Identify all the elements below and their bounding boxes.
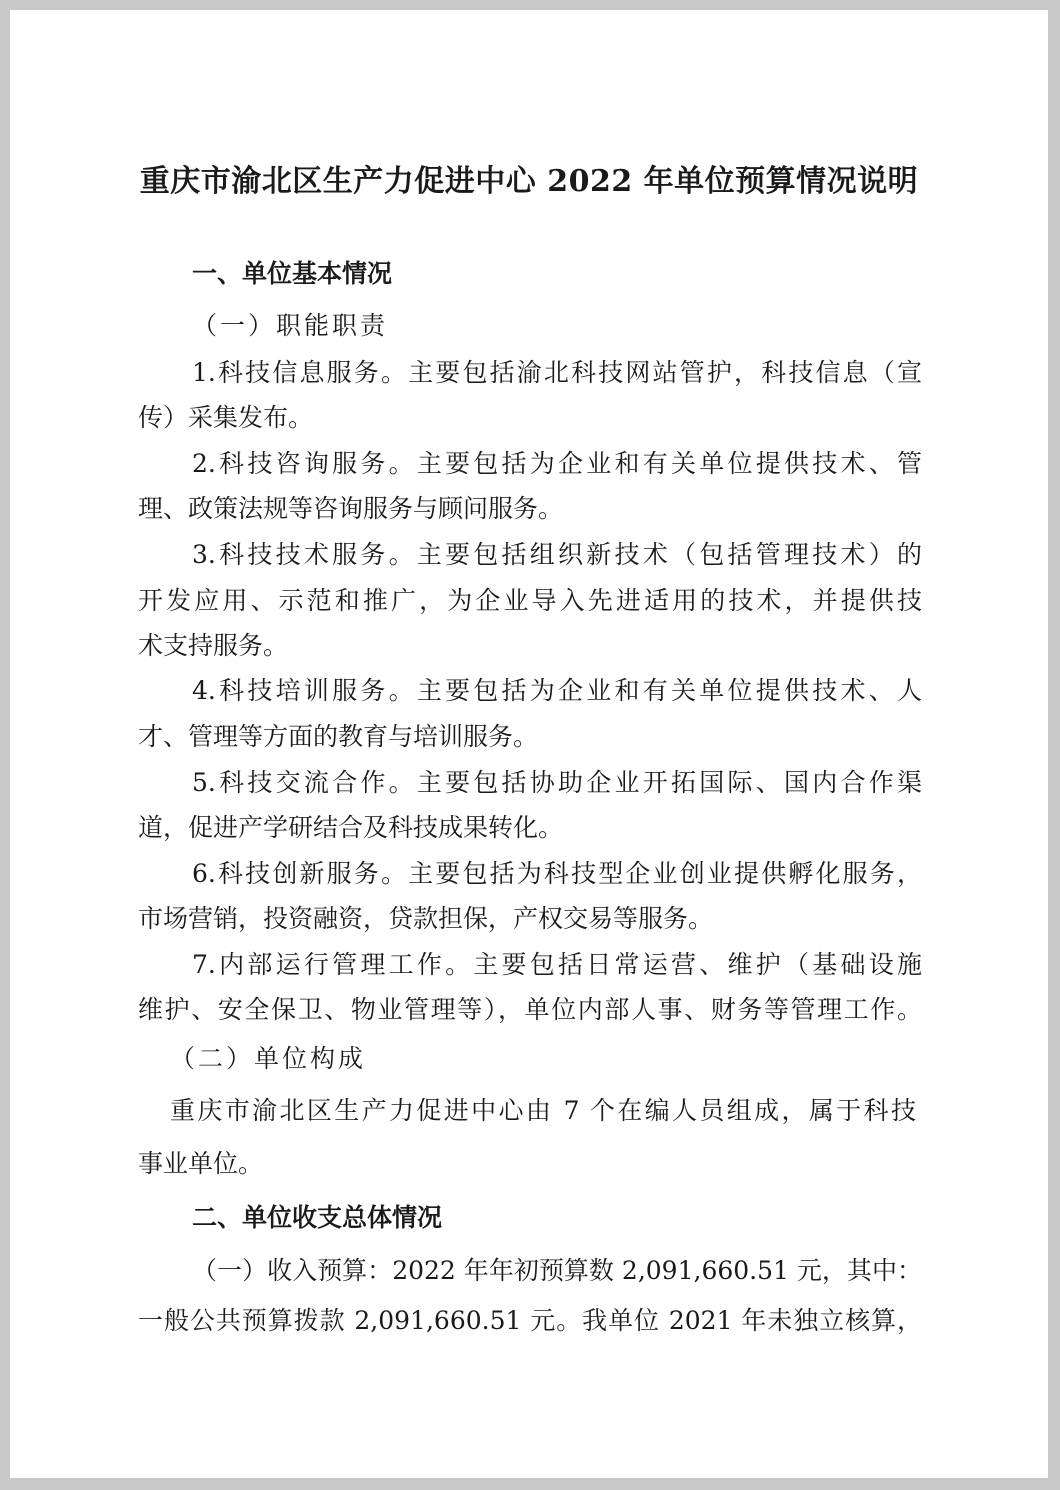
- paragraph-line: 7.内部运行管理工作。主要包括日常运营、维护（基础设施: [192, 950, 922, 979]
- paragraph-line: 才、管理等方面的教育与培训服务。: [138, 722, 539, 751]
- paragraph-line: 2.科技咨询服务。主要包括为企业和有关单位提供技术、管: [192, 449, 922, 478]
- paragraph-line: 事业单位。: [138, 1149, 264, 1178]
- section-heading-basic-info: 一、单位基本情况: [192, 259, 393, 288]
- paragraph-line: 道，促进产学研结合及科技成果转化。: [138, 813, 564, 842]
- paragraph-line: 传）采集发布。: [138, 403, 314, 432]
- paragraph-line: （一）收入预算：2022 年年初预算数 2,091,660.51 元，其中：: [192, 1256, 922, 1285]
- document-title: 重庆市渝北区生产力促进中心 2022 年单位预算情况说明: [139, 164, 919, 199]
- paragraph-line: 术支持服务。: [138, 631, 289, 660]
- paragraph-line: 理、政策法规等咨询服务与顾问服务。: [138, 494, 564, 523]
- section-heading-income-expense: 二、单位收支总体情况: [192, 1203, 443, 1232]
- paragraph-line: 开发应用、示范和推广，为企业导入先进适用的技术，并提供技: [138, 586, 922, 615]
- paragraph-line: 维护、安全保卫、物业管理等），单位内部人事、财务等管理工作。: [138, 995, 922, 1024]
- subsection-heading-duties: （一）职能职责: [192, 311, 389, 340]
- paragraph-line: 市场营销，投资融资，贷款担保，产权交易等服务。: [138, 904, 714, 933]
- paragraph-line: 重庆市渝北区生产力促进中心由 7 个在编人员组成，属于科技: [170, 1096, 916, 1125]
- paragraph-line: 3.科技技术服务。主要包括组织新技术（包括管理技术）的: [192, 540, 922, 569]
- paragraph-line: 6.科技创新服务。主要包括为科技型企业创业提供孵化服务，: [192, 859, 922, 888]
- paragraph-line: 4.科技培训服务。主要包括为企业和有关单位提供技术、人: [192, 676, 922, 705]
- paragraph-line: 一般公共预算拨款 2,091,660.51 元。我单位 2021 年未独立核算，: [138, 1306, 922, 1335]
- paragraph-line: 1.科技信息服务。主要包括渝北科技网站管护，科技信息（宣: [192, 358, 922, 387]
- document-page: [10, 10, 1048, 1478]
- subsection-heading-composition: （二）单位构成: [170, 1044, 367, 1073]
- paragraph-line: 5.科技交流合作。主要包括协助企业开拓国际、国内合作渠: [192, 768, 922, 797]
